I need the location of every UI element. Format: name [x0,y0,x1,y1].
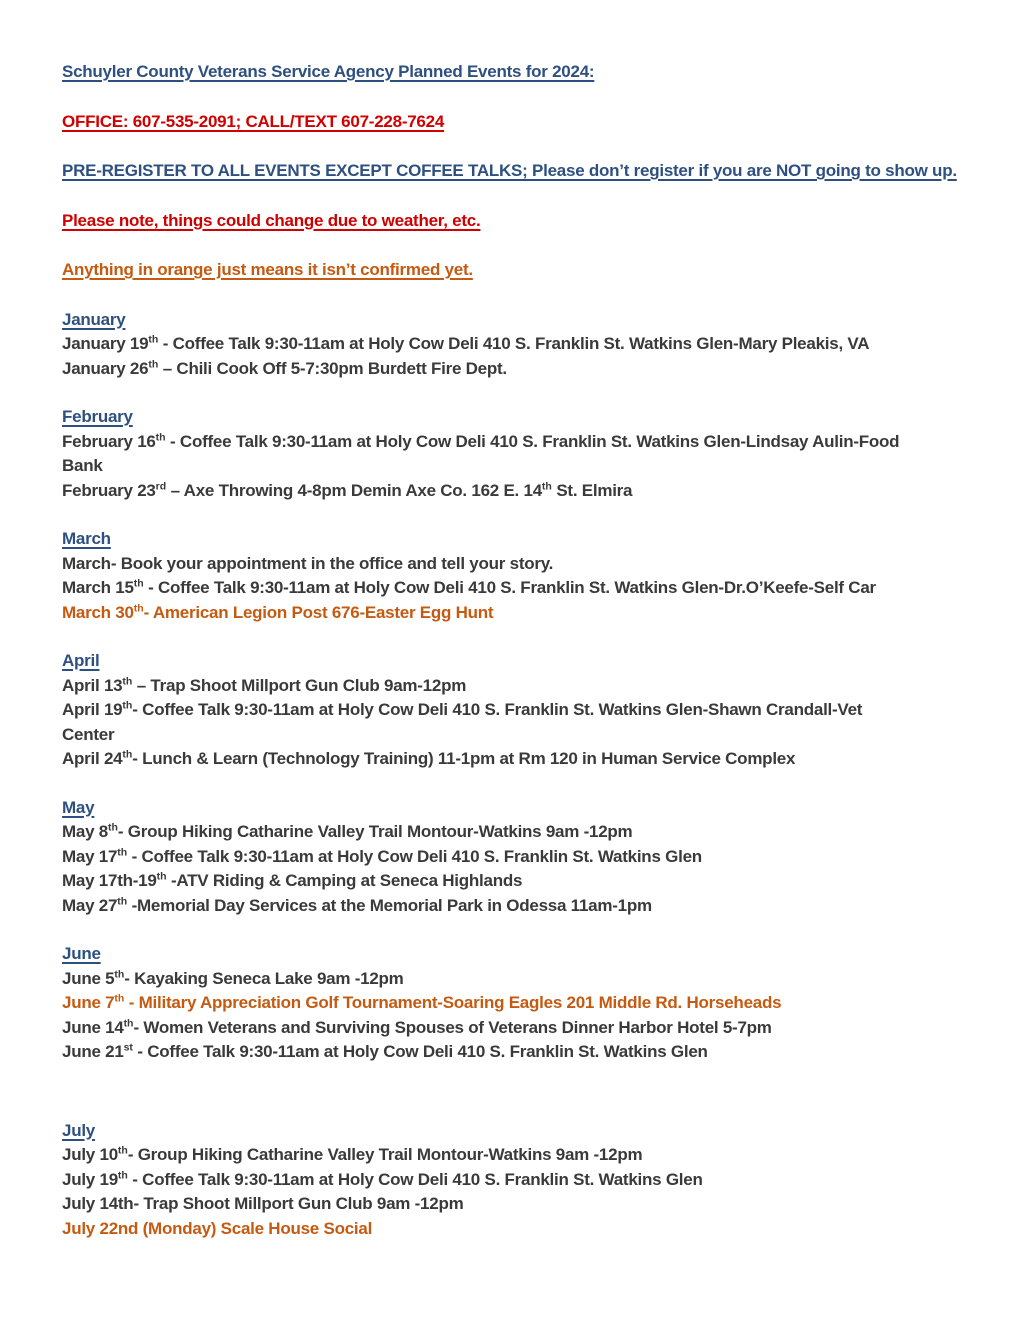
month-heading: April [62,651,100,670]
ordinal-superscript: th [117,1168,128,1181]
text-segment: - Coffee Talk 9:30-11am at Holy Cow Deli 410 S. Franklin St. Watkins Glen [127,846,702,866]
event-line [62,479,962,504]
text-segment: July 10 [62,1145,118,1164]
ordinal-superscript: th [156,870,167,883]
text-segment: Bank [62,456,103,475]
month-section [62,796,962,919]
text-segment: - Coffee Talk 9:30-11am at Holy Cow Deli 410 S. Franklin St. Watkins Glen-Shawn Crandall-Vet [132,700,863,719]
ordinal-superscript: th [114,992,125,1005]
ordinal-superscript: th [541,479,552,492]
event-line [62,820,962,845]
text-segment: June 14 [62,1017,124,1037]
text-segment: May 27 [62,895,118,915]
month-section [62,1119,962,1242]
events-list [62,308,962,1242]
text-segment: January 19 [62,334,149,353]
ordinal-superscript: th [108,821,118,834]
text-segment: -ATV Riding & Camping at Seneca Highlands [166,871,523,890]
text-segment: July 14th- Trap Shoot Millport Gun Club 9am -12pm [62,1194,464,1213]
text-segment: May 17 [62,846,118,866]
event-line [62,967,962,992]
text-segment: June 5 [62,968,115,988]
event-line [62,430,962,479]
month-section [62,308,962,382]
text-segment: April 24 [62,749,123,768]
event-line [62,894,962,919]
intro-line: Anything in orange just means it isn’t confirmed yet. [62,260,473,279]
event-line [62,332,962,357]
text-segment: – Chili Cook Off 5-7:30pm Burdett Fire Dept. [158,358,507,378]
ordinal-superscript: th [114,967,125,980]
event-line [62,1192,962,1217]
text-segment: - Military Appreciation Golf Tournament-Soaring Eagles 201 Middle Rd. Horseheads [124,993,782,1012]
text-segment: July 19 [62,1169,118,1189]
ordinal-superscript: th [123,1016,134,1029]
month-section [62,942,962,1065]
event-line [62,1168,962,1193]
text-segment: - Coffee Talk 9:30-11am at Holy Cow Deli 410 S. Franklin St. Watkins Glen [132,1042,708,1061]
event-line [62,845,962,870]
event-line [62,991,962,1016]
text-segment: - Coffee Talk 9:30-11am at Holy Cow Deli 410 S. Franklin St. Watkins Glen-Mary Pleakis, VA [158,334,870,353]
text-segment: March 15 [62,578,134,597]
text-segment: April 19 [62,700,123,719]
text-segment: – Trap Shoot Millport Gun Club 9am-12pm [132,675,467,695]
text-segment: February 23 [62,480,156,500]
event-line [62,552,962,577]
text-segment: -Memorial Day Services at the Memorial Park in Odessa 11am-1pm [127,895,652,915]
text-segment: - Lunch & Learn (Technology Training) 11-1pm at Rm 120 in Human Service Complex [132,749,796,768]
text-segment: July 22nd (Monday) Scale House Social [62,1218,373,1238]
ordinal-superscript: th [117,894,128,907]
month-heading: March [62,529,111,548]
text-segment: - Group Hiking Catharine Valley Trail Montour-Watkins 9am -12pm [117,822,633,841]
text-segment: – Axe Throwing 4-8pm Demin Axe Co. 162 E. 14 [166,480,542,500]
month-section [62,649,962,772]
ordinal-superscript: th [133,601,144,614]
ordinal-superscript: st [123,1041,133,1054]
event-line [62,674,962,699]
month-heading: January [62,309,126,329]
event-line [62,1016,962,1041]
ordinal-superscript: th [148,357,159,370]
ordinal-superscript: rd [155,479,167,492]
event-line [62,869,962,894]
ordinal-superscript: th [148,333,159,346]
intro-line: Please note, things could change due to weather, etc. [62,210,481,230]
text-segment: May 17th-19 [62,871,157,890]
text-segment: June 21 [62,1042,124,1061]
month-heading: May [62,797,95,817]
event-line [62,357,962,382]
event-line [62,1217,962,1242]
text-segment: - American Legion Post 676-Easter Egg Hunt [143,602,494,622]
text-segment: January 26 [62,358,149,378]
text-segment: Center [62,724,115,744]
event-line [62,576,962,601]
text-segment: May 8 [62,822,108,841]
event-line [62,1143,962,1168]
text-segment: - Group Hiking Catharine Valley Trail Montour-Watkins 9am -12pm [127,1145,643,1164]
intro-section [62,110,962,283]
month-heading: June [62,944,101,963]
ordinal-superscript: th [117,845,128,858]
month-section [62,405,962,503]
document-title: Schuyler County Veterans Service Agency Planned Events for 2024: [62,62,595,81]
ordinal-superscript: th [155,430,166,443]
month-heading: July [62,1120,96,1140]
text-segment: February 16 [62,431,156,451]
event-line [62,698,962,747]
intro-line: PRE-REGISTER TO ALL EVENTS EXCEPT COFFEE TALKS; Please don’t register if you are NOT going to show up. [62,161,957,180]
event-line [62,747,962,772]
event-line [62,1040,962,1065]
text-segment: March 30 [62,602,134,622]
ordinal-superscript: th [117,1144,128,1157]
ordinal-superscript: th [122,674,133,687]
text-segment: April 13 [62,675,123,695]
text-segment: - Coffee Talk 9:30-11am at Holy Cow Deli 410 S. Franklin St. Watkins Glen-Dr.O’Keefe-Self Car [143,578,876,597]
text-segment: - Coffee Talk 9:30-11am at Holy Cow Deli 410 S. Franklin St. Watkins Glen-Lindsay Aulin-Food [165,431,900,451]
text-segment: - Kayaking Seneca Lake 9am -12pm [124,968,404,988]
text-segment: June 7 [62,993,115,1012]
intro-line: OFFICE: 607-535-2091; CALL/TEXT 607-228-7624 [62,111,445,131]
event-line [62,601,962,626]
text-segment: March- Book your appointment in the office and tell your story. [62,553,554,573]
text-segment: - Coffee Talk 9:30-11am at Holy Cow Deli 410 S. Franklin St. Watkins Glen [127,1169,703,1189]
month-section [62,527,962,625]
month-heading: February [62,407,133,426]
text-segment: - Women Veterans and Surviving Spouses of Veterans Dinner Harbor Hotel 5-7pm [133,1017,772,1037]
text-segment: St. Elmira [551,480,633,500]
ordinal-superscript: th [133,577,144,590]
ordinal-superscript: th [122,748,133,761]
ordinal-superscript: th [122,699,133,712]
